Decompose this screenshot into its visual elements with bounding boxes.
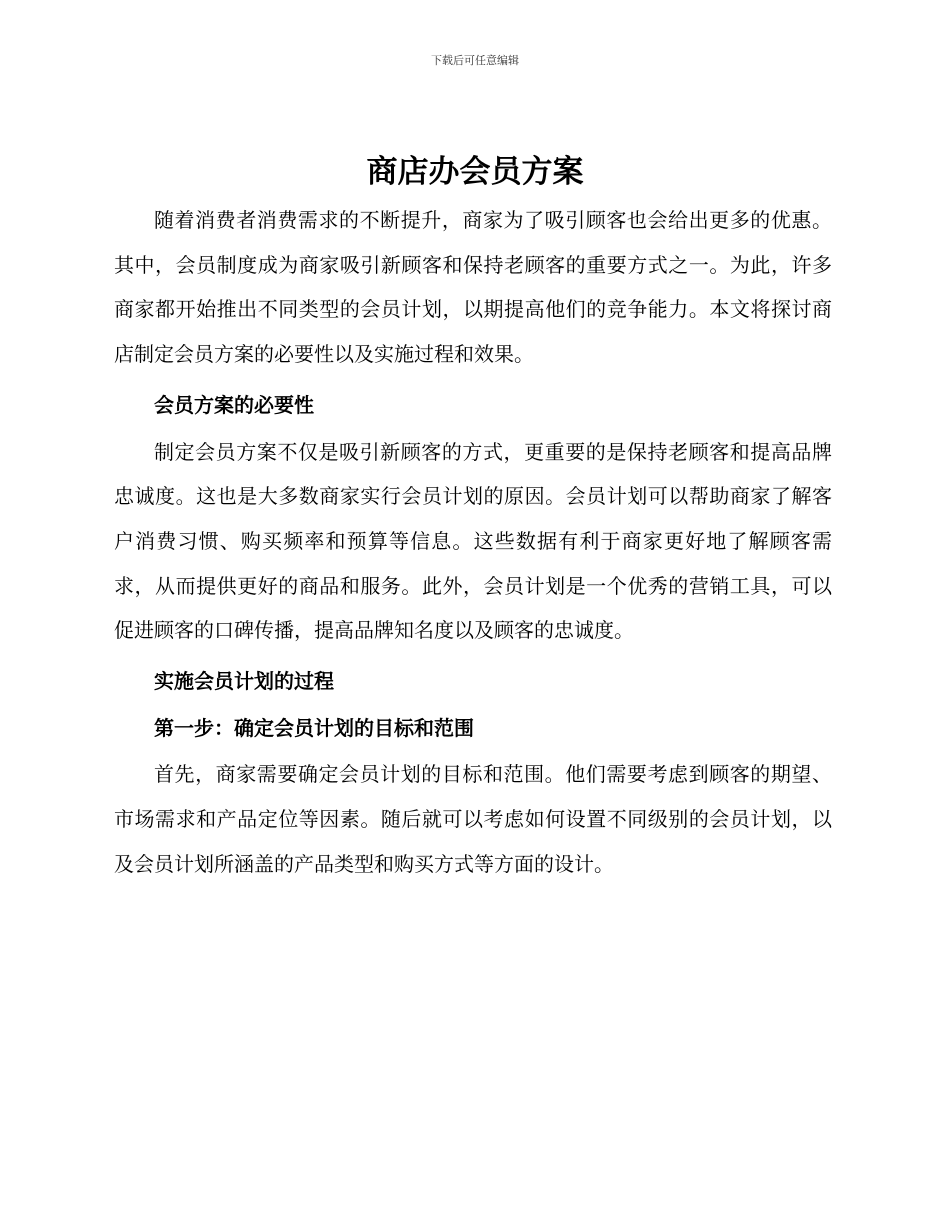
step1-heading: 第一步：确定会员计划的目标和范围 xyxy=(154,715,474,740)
header-note: 下载后可任意编辑 xyxy=(431,54,519,67)
document-body xyxy=(114,198,832,887)
document-title: 商店办会员方案 xyxy=(366,154,584,190)
necessity-paragraph: 制定会员方案不仅是吸引新顾客的方式，更重要的是保持老顾客和提高品牌忠诚度。这也是大多数商家实行会员计划的原因。会员计划可以帮助商家了解客户消费习惯、购买频率和预算等信息。这些数据有利于商家更好地了解顾客需求，从而提供更好的商品和服务。此外，会员计划是一个优秀的营销工具，可以促进顾客的口碑传播，提高品牌知名度以及顾客的忠诚度。 xyxy=(114,439,832,643)
section-heading-process: 实施会员计划的过程 xyxy=(154,669,334,694)
step1-paragraph: 首先，商家需要确定会员计划的目标和范围。他们需要考虑到顾客的期望、市场需求和产品定位等因素。随后就可以考虑如何设置不同级别的会员计划，以及会员计划所涵盖的产品类型和购买方式等方面的设计。 xyxy=(114,762,832,876)
section-heading-necessity: 会员方案的必要性 xyxy=(154,392,314,417)
intro-paragraph: 随着消费者消费需求的不断提升，商家为了吸引顾客也会给出更多的优惠。其中，会员制度成为商家吸引新顾客和保持老顾客的重要方式之一。为此，许多商家都开始推出不同类型的会员计划，以期提高他们的竞争能力。本文将探讨商店制定会员方案的必要性以及实施过程和效果。 xyxy=(114,208,832,367)
